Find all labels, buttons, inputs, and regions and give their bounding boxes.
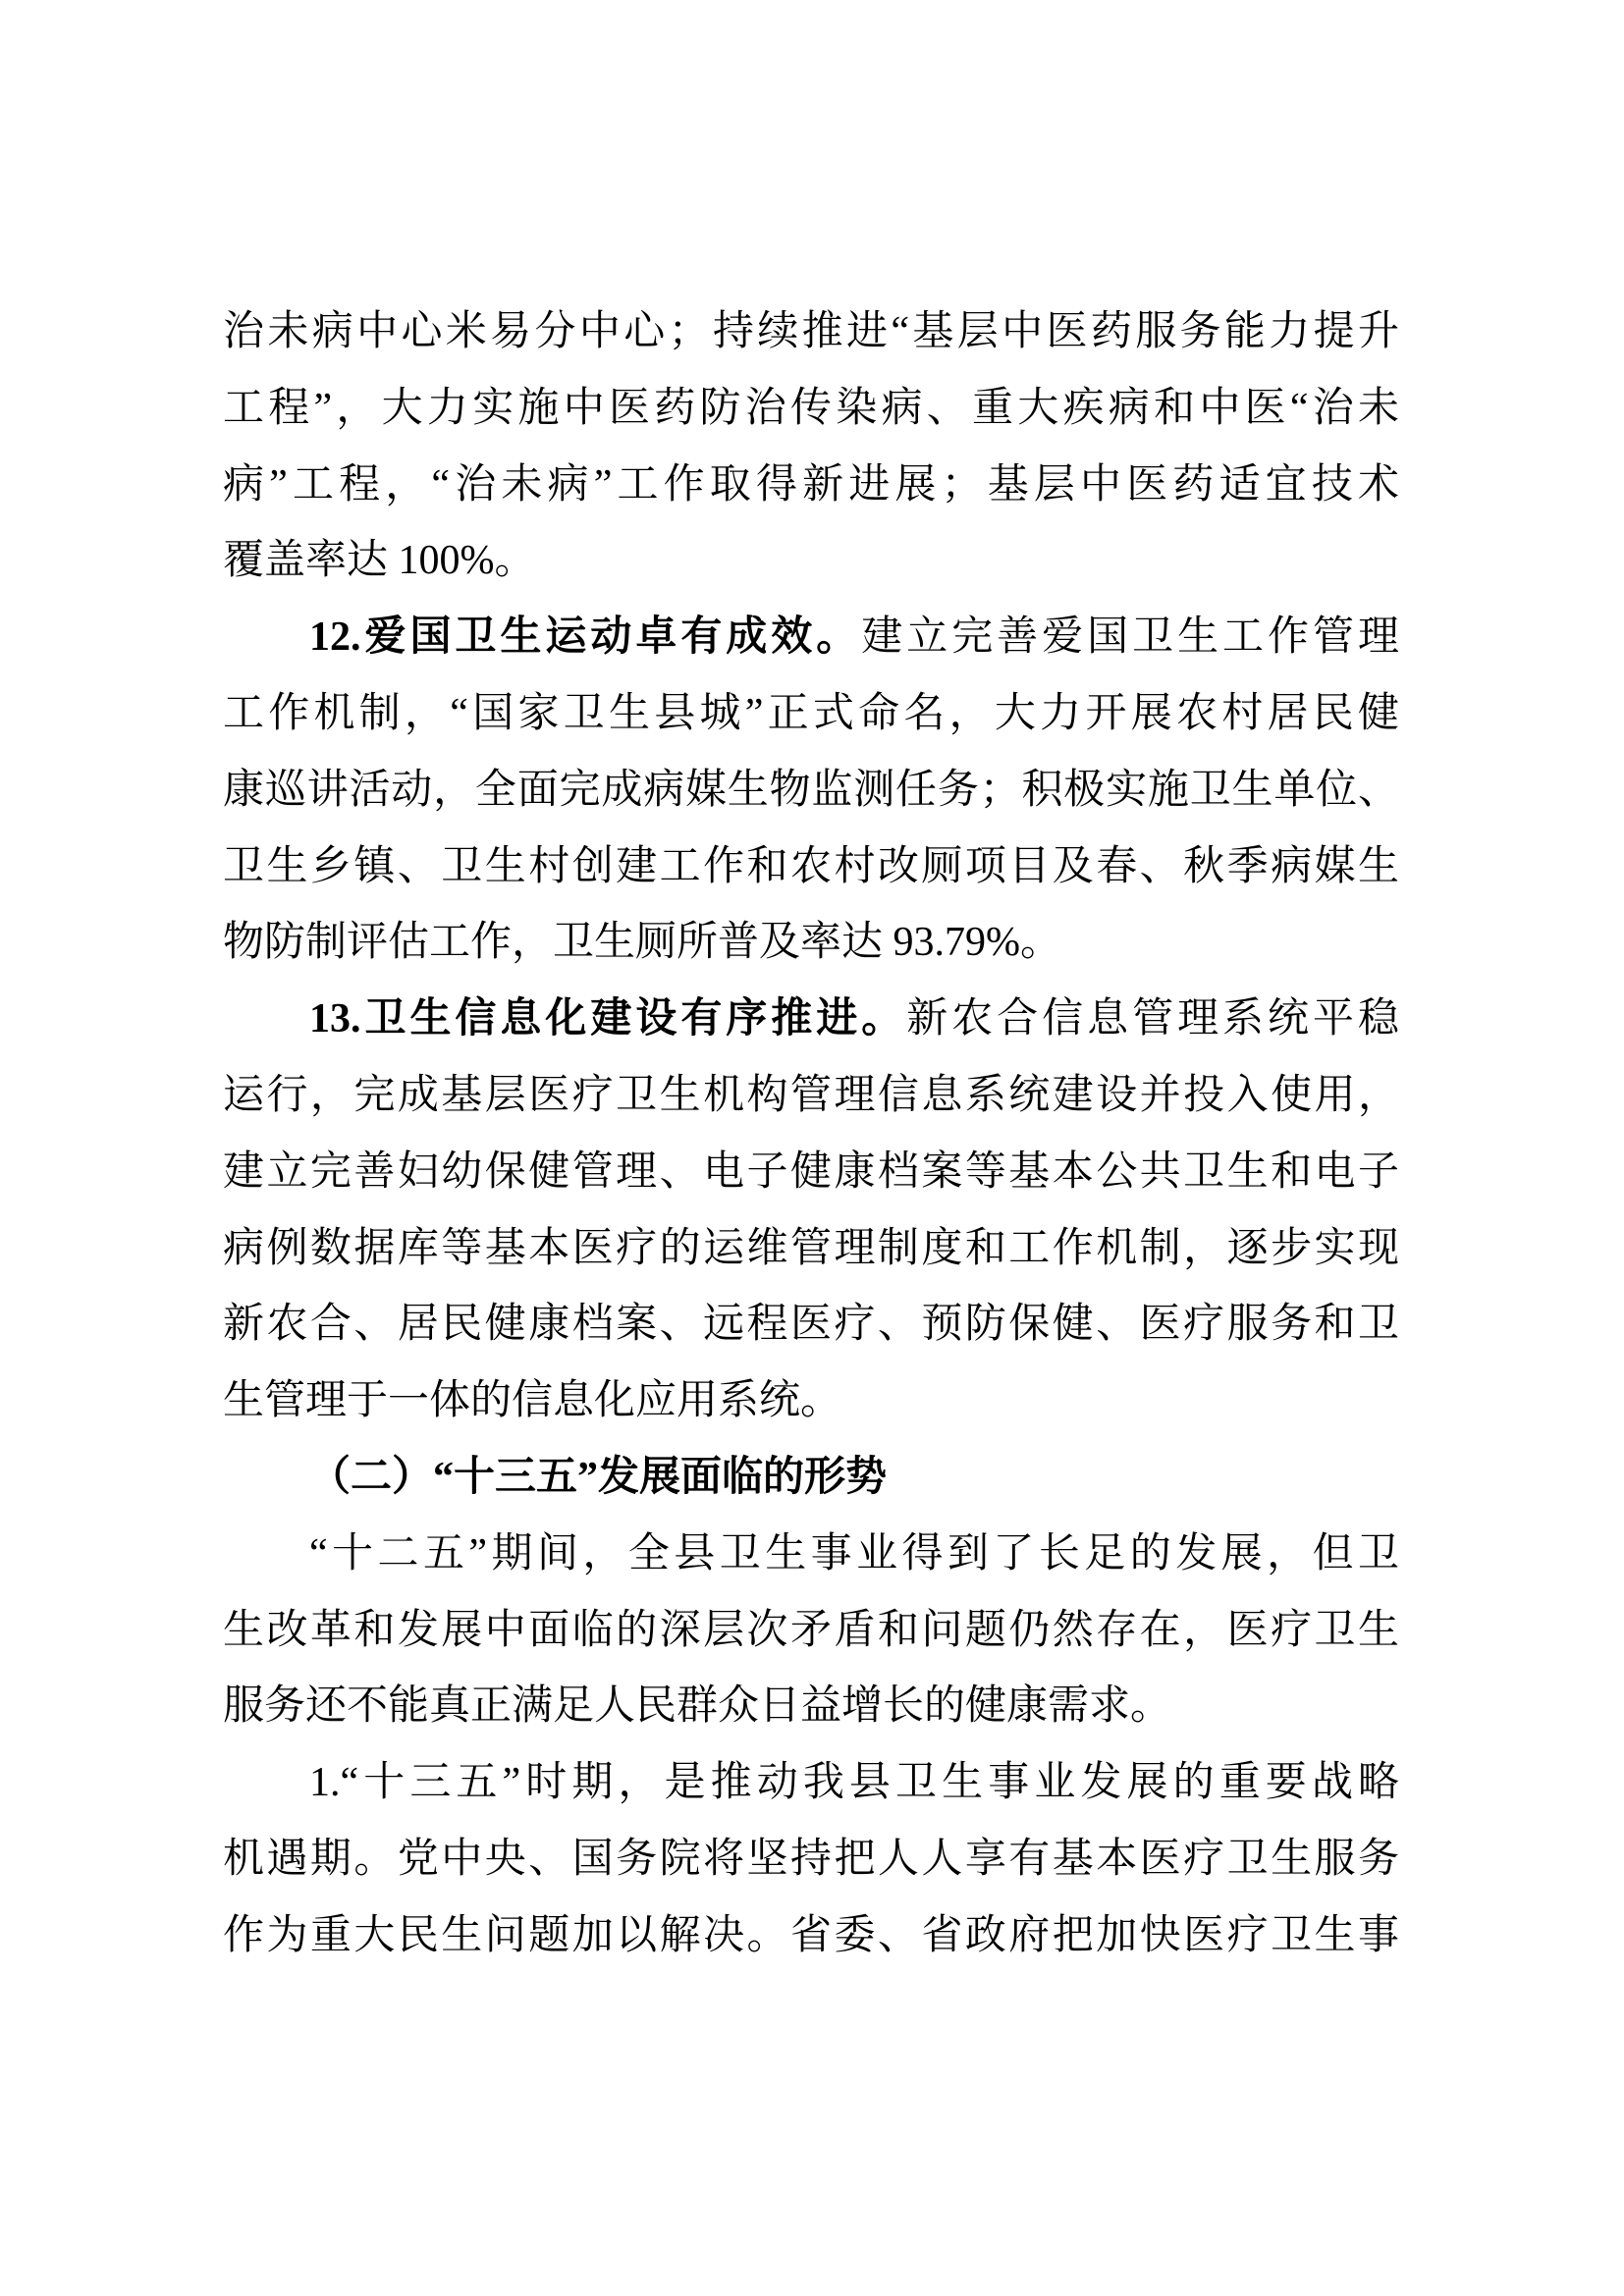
text-line bbox=[223, 753, 1399, 829]
text-segment: 建立完善妇幼保健管理、电子健康档案等基本公共卫生和电子 bbox=[223, 1148, 1399, 1195]
paragraph-item-12 bbox=[223, 600, 1399, 982]
text-line bbox=[223, 1211, 1399, 1288]
text-line bbox=[223, 523, 1399, 600]
paragraph-item-1 bbox=[223, 1745, 1399, 1974]
text-line bbox=[223, 1287, 1399, 1363]
text-segment: 治未病中心米易分中心；持续推进“基层中医药服务能力提升 bbox=[223, 309, 1399, 354]
paragraph-12th-five-review bbox=[223, 1517, 1399, 1745]
text-segment: 物防制评估工作，卫生厕所普及率达 93.79%。 bbox=[223, 920, 1061, 966]
text-line bbox=[223, 1058, 1399, 1135]
text-segment: 卫生乡镇、卫生村创建工作和农村改厕项目及春、秋季病媒生 bbox=[223, 843, 1399, 889]
paragraph-item-13 bbox=[223, 982, 1399, 1440]
text-line bbox=[223, 905, 1399, 982]
text-line bbox=[223, 1440, 1399, 1517]
text-line bbox=[223, 676, 1399, 753]
text-line bbox=[223, 1363, 1399, 1440]
text-line bbox=[223, 1135, 1399, 1211]
text-line bbox=[223, 448, 1399, 524]
text-line bbox=[223, 371, 1399, 448]
text-line bbox=[223, 829, 1399, 906]
text-segment: 作为重大民生问题加以解决。省委、省政府把加快医疗卫生事 bbox=[223, 1912, 1399, 1958]
bold-text-segment: （二）“十三五”发展面临的形势 bbox=[309, 1454, 888, 1500]
text-line bbox=[223, 600, 1399, 676]
text-line bbox=[223, 1822, 1399, 1898]
text-segment: 生管理于一体的信息化应用系统。 bbox=[223, 1378, 842, 1424]
bold-text-segment: 13.卫生信息化建设有序推进。 bbox=[309, 996, 907, 1042]
text-line bbox=[223, 1517, 1399, 1593]
text-segment: 机遇期。党中央、国务院将坚持把人人享有基本医疗卫生服务 bbox=[223, 1836, 1399, 1882]
text-segment: 新农合信息管理系统平稳 bbox=[906, 996, 1399, 1042]
document-body bbox=[223, 294, 1399, 1975]
text-line bbox=[223, 294, 1399, 371]
text-segment: 新农合、居民健康档案、远程医疗、预防保健、医疗服务和卫 bbox=[223, 1302, 1399, 1348]
text-segment: 运行，完成基层医疗卫生机构管理信息系统建设并投入使用， bbox=[223, 1072, 1399, 1118]
text-segment: 生改革和发展中面临的深层次矛盾和问题仍然存在，医疗卫生 bbox=[223, 1607, 1399, 1653]
paragraph-continuation bbox=[223, 294, 1399, 600]
text-line bbox=[223, 1593, 1399, 1670]
text-segment: 工程”，大力实施中医药防治传染病、重大疾病和中医“治未 bbox=[223, 385, 1399, 431]
text-segment: 建立完善爱国卫生工作管理 bbox=[861, 614, 1399, 661]
text-segment: 覆盖率达 100%。 bbox=[223, 538, 536, 584]
text-segment: 服务还不能真正满足人民群众日益增长的健康需求。 bbox=[223, 1683, 1172, 1730]
bold-text-segment: 12.爱国卫生运动卓有成效。 bbox=[309, 614, 862, 661]
text-segment: 病例数据库等基本医疗的运维管理制度和工作机制，逐步实现 bbox=[223, 1225, 1399, 1271]
text-line bbox=[223, 982, 1399, 1058]
text-line bbox=[223, 1669, 1399, 1745]
text-segment: 1.“十三五”时期，是推动我县卫生事业发展的重要战略 bbox=[309, 1760, 1399, 1806]
section-heading bbox=[223, 1440, 1399, 1517]
text-segment: 病”工程，“治未病”工作取得新进展；基层中医药适宜技术 bbox=[223, 461, 1399, 507]
text-line bbox=[223, 1898, 1399, 1975]
text-segment: “十二五”期间，全县卫生事业得到了长足的发展，但卫 bbox=[309, 1530, 1399, 1576]
text-segment: 工作机制，“国家卫生县城”正式命名，大力开展农村居民健 bbox=[223, 690, 1399, 736]
text-segment: 康巡讲活动，全面完成病媒生物监测任务；积极实施卫生单位、 bbox=[223, 767, 1399, 813]
text-line bbox=[223, 1745, 1399, 1822]
